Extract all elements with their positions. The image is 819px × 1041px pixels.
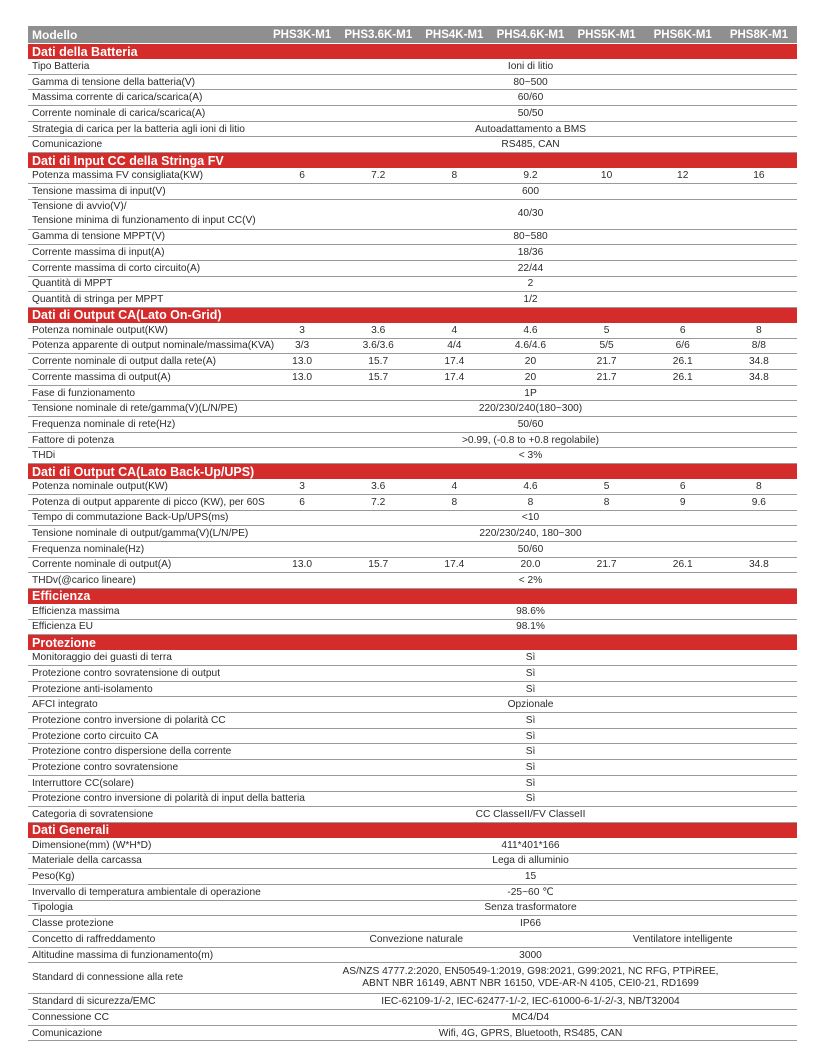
spec-value-all: 18/36 xyxy=(264,245,797,261)
spec-value-all: 3000 xyxy=(264,947,797,963)
spec-row xyxy=(28,775,797,791)
spec-label: Comunicazione xyxy=(28,137,264,153)
spec-value-all: Wifi, 4G, GPRS, Bluetooth, RS485, CAN xyxy=(264,1025,797,1041)
model-name: PHS3K-M1 xyxy=(264,26,340,44)
spec-value: 21.7 xyxy=(569,354,645,370)
spec-value: 20 xyxy=(492,354,568,370)
spec-value: 4.6/4.6 xyxy=(492,338,568,354)
spec-label: Tipologia xyxy=(28,900,264,916)
spec-value: 9.6 xyxy=(721,494,797,510)
section-title: Dati di Output CA(Lato On-Grid) xyxy=(28,307,797,323)
spec-value: 6 xyxy=(645,323,721,338)
spec-value-all: Sì xyxy=(264,791,797,807)
spec-row xyxy=(28,168,797,183)
spec-value-line: AS/NZS 4777.2:2020, EN50549-1:2019, G98:2021, G99:2021, NC RFG, PTPiREE, xyxy=(342,966,719,978)
spec-value: 21.7 xyxy=(569,557,645,573)
spec-label: Dimensione(mm) (W*H*D) xyxy=(28,838,264,853)
spec-row xyxy=(28,713,797,729)
spec-row xyxy=(28,916,797,932)
spec-label: Massima corrente di carica/scarica(A) xyxy=(28,90,264,106)
spec-row xyxy=(28,229,797,245)
section-title: Dati di Input CC della Stringa FV xyxy=(28,153,797,169)
section-title: Dati Generali xyxy=(28,822,797,838)
spec-row xyxy=(28,494,797,510)
spec-value: 6 xyxy=(264,494,340,510)
spec-row xyxy=(28,760,797,776)
spec-row xyxy=(28,604,797,619)
spec-value: 4.6 xyxy=(492,323,568,338)
spec-label: Standard di connessione alla rete xyxy=(28,963,264,994)
spec-label: Protezione contro inversione di polarità CC xyxy=(28,713,264,729)
spec-value: 5 xyxy=(569,323,645,338)
spec-value: 3.6 xyxy=(340,479,416,494)
spec-label: Corrente nominale di output dalla rete(A) xyxy=(28,354,264,370)
spec-value-all: Senza trasformatore xyxy=(264,900,797,916)
spec-value: 26.1 xyxy=(645,370,721,386)
spec-row xyxy=(28,947,797,963)
section-title: Efficienza xyxy=(28,588,797,604)
spec-row xyxy=(28,90,797,106)
spec-row xyxy=(28,137,797,153)
spec-value-all: CC ClasseII/FV ClasseII xyxy=(264,807,797,823)
spec-value-all: 40/30 xyxy=(264,199,797,229)
spec-value: 13.0 xyxy=(264,354,340,370)
spec-value: 20.0 xyxy=(492,557,568,573)
section-title: Dati della Batteria xyxy=(28,44,797,60)
spec-value-all: Sì xyxy=(264,666,797,682)
spec-label: Potenza nominale output(KW) xyxy=(28,479,264,494)
spec-value-all: 22/44 xyxy=(264,260,797,276)
section-header xyxy=(28,44,797,60)
section-header xyxy=(28,464,797,480)
model-name: PHS3.6K-M1 xyxy=(340,26,416,44)
spec-label: Corrente nominale di output(A) xyxy=(28,557,264,573)
spec-row xyxy=(28,619,797,635)
spec-row xyxy=(28,900,797,916)
spec-value-all: 600 xyxy=(264,183,797,199)
spec-row xyxy=(28,448,797,464)
spec-row xyxy=(28,573,797,589)
spec-value-all xyxy=(264,963,797,994)
model-header-label: Modello xyxy=(28,26,264,44)
spec-value: 17.4 xyxy=(416,354,492,370)
spec-label: Protezione contro inversione di polarità di input della batteria xyxy=(28,791,264,807)
spec-row xyxy=(28,666,797,682)
spec-row xyxy=(28,354,797,370)
spec-value: 15.7 xyxy=(340,354,416,370)
spec-label: Comunicazione xyxy=(28,1025,264,1041)
spec-value-all: Opzionale xyxy=(264,697,797,713)
model-name: PHS4K-M1 xyxy=(416,26,492,44)
spec-row xyxy=(28,106,797,122)
section-header xyxy=(28,635,797,651)
spec-label-line: Tensione minima di funzionamento di input CC(V) xyxy=(32,215,256,226)
spec-row xyxy=(28,697,797,713)
spec-value-all: < 3% xyxy=(264,448,797,464)
spec-value: 3.6/3.6 xyxy=(340,338,416,354)
spec-label-line: Tensione di avvio(V)/ xyxy=(32,201,127,212)
spec-value: 3 xyxy=(264,323,340,338)
spec-row xyxy=(28,417,797,433)
spec-row xyxy=(28,728,797,744)
spec-label: Invervallo di temperatura ambientale di operazione xyxy=(28,884,264,900)
spec-label: Gamma di tensione MPPT(V) xyxy=(28,229,264,245)
spec-value: 8 xyxy=(416,168,492,183)
spec-label: Strategia di carica per la batteria agli ioni di litio xyxy=(28,121,264,137)
spec-row xyxy=(28,853,797,869)
spec-value: 5/5 xyxy=(569,338,645,354)
spec-value-all: 2 xyxy=(264,276,797,292)
spec-value-all: 80~500 xyxy=(264,74,797,90)
model-header-row xyxy=(28,26,797,44)
spec-value: 6 xyxy=(264,168,340,183)
spec-value-all: -25~60 ℃ xyxy=(264,884,797,900)
spec-table xyxy=(28,26,797,1041)
spec-value-line: ABNT NBR 16149, ABNT NBR 16150, VDE-AR-N 4105, CEI0-21, RD1699 xyxy=(362,978,699,990)
spec-value: 9.2 xyxy=(492,168,568,183)
spec-value: 17.4 xyxy=(416,557,492,573)
spec-value-all: 60/60 xyxy=(264,90,797,106)
spec-value: 10 xyxy=(569,168,645,183)
spec-value: 21.7 xyxy=(569,370,645,386)
spec-value: 16 xyxy=(721,168,797,183)
spec-label: Efficienza massima xyxy=(28,604,264,619)
spec-label: Potenza nominale output(KW) xyxy=(28,323,264,338)
spec-label: Corrente massima di corto circuito(A) xyxy=(28,260,264,276)
spec-row xyxy=(28,338,797,354)
spec-row xyxy=(28,432,797,448)
spec-value: 4.6 xyxy=(492,479,568,494)
spec-row xyxy=(28,744,797,760)
spec-row xyxy=(28,994,797,1010)
spec-value-all: Sì xyxy=(264,744,797,760)
spec-label: Fase di funzionamento xyxy=(28,385,264,401)
spec-label: Monitoraggio dei guasti di terra xyxy=(28,650,264,665)
spec-value: 15.7 xyxy=(340,557,416,573)
spec-value: 8 xyxy=(416,494,492,510)
spec-value: 8 xyxy=(569,494,645,510)
spec-row xyxy=(28,1010,797,1026)
spec-value-all: RS485, CAN xyxy=(264,137,797,153)
spec-label: Tipo Batteria xyxy=(28,59,264,74)
section-header xyxy=(28,588,797,604)
spec-value: 26.1 xyxy=(645,354,721,370)
spec-row xyxy=(28,59,797,74)
spec-row xyxy=(28,1025,797,1041)
spec-label: THDv(@carico lineare) xyxy=(28,573,264,589)
spec-row xyxy=(28,479,797,494)
spec-row xyxy=(28,199,797,229)
spec-value-all: Sì xyxy=(264,775,797,791)
spec-value: 9 xyxy=(645,494,721,510)
spec-label: Classe protezione xyxy=(28,916,264,932)
spec-value: 3 xyxy=(264,479,340,494)
spec-label: Frequenza nominale(Hz) xyxy=(28,541,264,557)
spec-value-all: 98.1% xyxy=(264,619,797,635)
spec-label: Quantità di stringa per MPPT xyxy=(28,292,264,308)
spec-label: Protezione corto circuito CA xyxy=(28,728,264,744)
spec-value-all: Sì xyxy=(264,760,797,776)
spec-value: 4 xyxy=(416,323,492,338)
spec-value-all: <10 xyxy=(264,510,797,526)
model-name: PHS4.6K-M1 xyxy=(492,26,568,44)
spec-row xyxy=(28,292,797,308)
spec-row xyxy=(28,323,797,338)
spec-label: Protezione contro dispersione della corrente xyxy=(28,744,264,760)
spec-label: Corrente nominale di carica/scarica(A) xyxy=(28,106,264,122)
spec-value-all: 411*401*166 xyxy=(264,838,797,853)
spec-label: Quantità di MPPT xyxy=(28,276,264,292)
spec-value: 26.1 xyxy=(645,557,721,573)
spec-label: Tempo di commutazione Back-Up/UPS(ms) xyxy=(28,510,264,526)
spec-value-all: Sì xyxy=(264,728,797,744)
spec-value-smart-fan: Ventilatore intelligente xyxy=(569,932,797,948)
spec-value: 5 xyxy=(569,479,645,494)
spec-row xyxy=(28,807,797,823)
section-title: Dati di Output CA(Lato Back-Up/UPS) xyxy=(28,464,797,480)
spec-row xyxy=(28,401,797,417)
spec-label: Protezione contro sovratensione di output xyxy=(28,666,264,682)
spec-value: 20 xyxy=(492,370,568,386)
spec-value-all: 50/60 xyxy=(264,417,797,433)
spec-label: Frequenza nominale di rete(Hz) xyxy=(28,417,264,433)
spec-label: Corrente massima di output(A) xyxy=(28,370,264,386)
spec-row xyxy=(28,541,797,557)
spec-table-body xyxy=(28,26,797,1041)
spec-label: Efficienza EU xyxy=(28,619,264,635)
spec-value-all: IEC-62109-1/-2, IEC-62477-1/-2, IEC-61000-6-1/-2/-3, NB/T32004 xyxy=(264,994,797,1010)
spec-row xyxy=(28,510,797,526)
spec-value: 34.8 xyxy=(721,370,797,386)
spec-label: Protezione contro sovratensione xyxy=(28,760,264,776)
spec-value: 3.6 xyxy=(340,323,416,338)
spec-value: 13.0 xyxy=(264,557,340,573)
spec-value-all: 50/60 xyxy=(264,541,797,557)
spec-label: Gamma di tensione della batteria(V) xyxy=(28,74,264,90)
spec-value: 7.2 xyxy=(340,168,416,183)
spec-label: Protezione anti-isolamento xyxy=(28,681,264,697)
spec-value-all: Sì xyxy=(264,650,797,665)
spec-value: 34.8 xyxy=(721,354,797,370)
spec-row xyxy=(28,74,797,90)
model-name: PHS5K-M1 xyxy=(569,26,645,44)
spec-value-all: Sì xyxy=(264,681,797,697)
spec-value-all: MC4/D4 xyxy=(264,1010,797,1026)
spec-row xyxy=(28,526,797,542)
spec-row xyxy=(28,869,797,885)
spec-label: Potenza di output apparente di picco (KW), per 60S xyxy=(28,494,264,510)
spec-value-all: Ioni di litio xyxy=(264,59,797,74)
spec-label: Potenza massima FV consigliata(KW) xyxy=(28,168,264,183)
spec-value-all: 220/230/240(180~300) xyxy=(264,401,797,417)
spec-label: Interruttore CC(solare) xyxy=(28,775,264,791)
spec-value-all: 80~580 xyxy=(264,229,797,245)
spec-value: 8 xyxy=(721,479,797,494)
spec-row xyxy=(28,557,797,573)
spec-value: 8 xyxy=(721,323,797,338)
spec-value: 4/4 xyxy=(416,338,492,354)
spec-value: 8/8 xyxy=(721,338,797,354)
spec-label: Peso(Kg) xyxy=(28,869,264,885)
spec-label: Tensione massima di input(V) xyxy=(28,183,264,199)
spec-value-all: 50/50 xyxy=(264,106,797,122)
spec-sheet xyxy=(28,26,797,1041)
spec-value-all: IP66 xyxy=(264,916,797,932)
spec-label: Materiale della carcassa xyxy=(28,853,264,869)
spec-value: 13.0 xyxy=(264,370,340,386)
spec-value-all: 15 xyxy=(264,869,797,885)
spec-value: 8 xyxy=(492,494,568,510)
spec-row xyxy=(28,932,797,948)
spec-label: THDi xyxy=(28,448,264,464)
spec-value: 7.2 xyxy=(340,494,416,510)
spec-row xyxy=(28,884,797,900)
section-header xyxy=(28,822,797,838)
spec-value: 6 xyxy=(645,479,721,494)
spec-value-all: Sì xyxy=(264,713,797,729)
spec-label: Categoria di sovratensione xyxy=(28,807,264,823)
spec-label: Potenza apparente di output nominale/massima(KVA) xyxy=(28,338,264,354)
spec-value: 6/6 xyxy=(645,338,721,354)
spec-value-all: 1P xyxy=(264,385,797,401)
spec-value: 34.8 xyxy=(721,557,797,573)
model-name: PHS8K-M1 xyxy=(721,26,797,44)
spec-row xyxy=(28,791,797,807)
spec-value-all: 220/230/240, 180~300 xyxy=(264,526,797,542)
spec-row xyxy=(28,681,797,697)
spec-row xyxy=(28,245,797,261)
section-title: Protezione xyxy=(28,635,797,651)
spec-label xyxy=(28,199,264,229)
spec-row xyxy=(28,183,797,199)
spec-label: Fattore di potenza xyxy=(28,432,264,448)
spec-value-all: Lega di alluminio xyxy=(264,853,797,869)
spec-row xyxy=(28,276,797,292)
spec-value-all: >0.99, (-0.8 to +0.8 regolabile) xyxy=(264,432,797,448)
section-header xyxy=(28,153,797,169)
spec-label: Concetto di raffreddamento xyxy=(28,932,264,948)
spec-value: 4 xyxy=(416,479,492,494)
spec-row xyxy=(28,370,797,386)
spec-label: Connessione CC xyxy=(28,1010,264,1026)
spec-value-all: Autoadattamento a BMS xyxy=(264,121,797,137)
spec-value-natural: Convezione naturale xyxy=(264,932,569,948)
spec-row xyxy=(28,838,797,853)
spec-value: 12 xyxy=(645,168,721,183)
spec-value: 15.7 xyxy=(340,370,416,386)
spec-row xyxy=(28,260,797,276)
spec-row xyxy=(28,121,797,137)
model-name: PHS6K-M1 xyxy=(645,26,721,44)
spec-label: Tensione nominale di output/gamma(V)(L/N/PE) xyxy=(28,526,264,542)
spec-label: AFCI integrato xyxy=(28,697,264,713)
spec-row xyxy=(28,963,797,994)
spec-value-all: 98.6% xyxy=(264,604,797,619)
spec-label: Standard di sicurezza/EMC xyxy=(28,994,264,1010)
spec-value-all: 1/2 xyxy=(264,292,797,308)
spec-value: 3/3 xyxy=(264,338,340,354)
spec-value-all: < 2% xyxy=(264,573,797,589)
section-header xyxy=(28,307,797,323)
spec-value: 17.4 xyxy=(416,370,492,386)
spec-row xyxy=(28,385,797,401)
spec-label: Altitudine massima di funzionamento(m) xyxy=(28,947,264,963)
spec-label: Corrente massima di input(A) xyxy=(28,245,264,261)
spec-label: Tensione nominale di rete/gamma(V)(L/N/PE) xyxy=(28,401,264,417)
spec-row xyxy=(28,650,797,665)
